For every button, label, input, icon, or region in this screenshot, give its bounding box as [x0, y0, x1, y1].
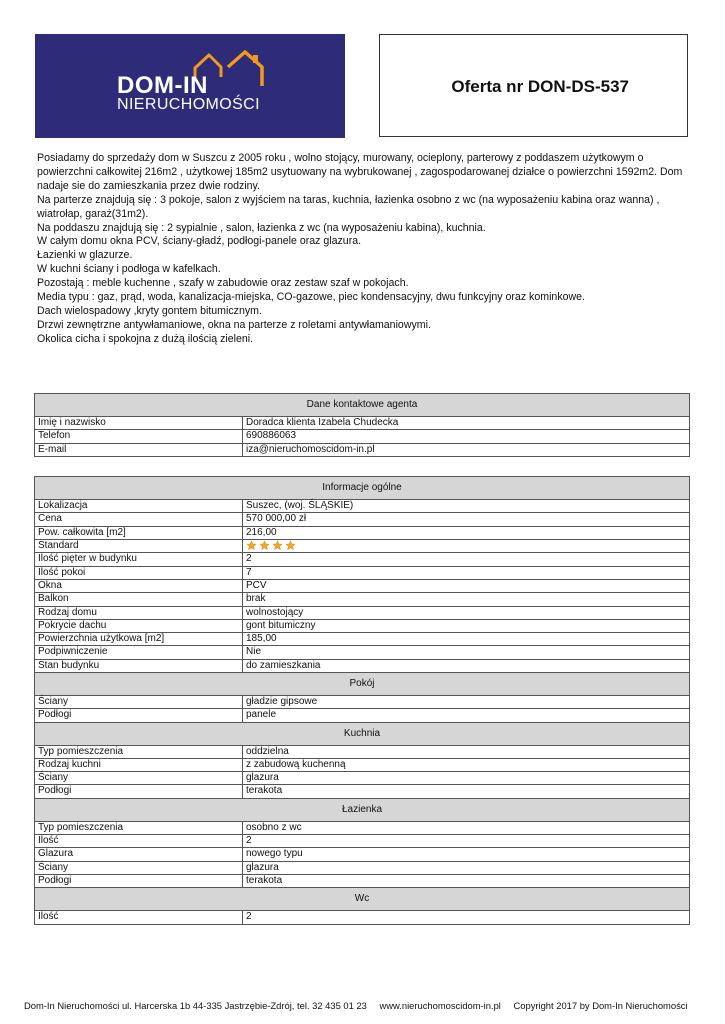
star-icon — [246, 540, 257, 551]
row-value: gładzie gipsowe — [243, 696, 690, 709]
table-row — [35, 848, 690, 861]
page-footer — [24, 1000, 714, 1011]
standard-rating — [243, 539, 690, 552]
section-header-kuchnia: Kuchnia — [35, 722, 690, 745]
star-icon — [272, 540, 283, 551]
row-label: Lokalizacja — [35, 500, 243, 513]
row-value: iza@nieruchomoscidom-in.pl — [243, 443, 690, 456]
row-value: terakota — [243, 874, 690, 887]
table-row — [35, 745, 690, 758]
table-row — [35, 633, 690, 646]
row-value: 7 — [243, 566, 690, 579]
row-label: Okna — [35, 579, 243, 592]
row-label: Standard — [35, 539, 243, 552]
row-label: Typ pomieszczenia — [35, 745, 243, 758]
row-value: oddzielna — [243, 745, 690, 758]
description-line: Na parterze znajdują się : 3 pokoje, salon z wyjściem na taras, kuchnia, łazienka osobno z wc (na wyposażeniu kabina oraz wanna) , wiatrołap, garaż(31m2). — [37, 193, 660, 220]
row-value: terakota — [243, 785, 690, 798]
table-row — [35, 696, 690, 709]
logo-brand-text: DOM-IN — [117, 72, 208, 99]
row-value: nowego typu — [243, 848, 690, 861]
contact-table-header: Dane kontaktowe agenta — [35, 394, 690, 417]
row-value: PCV — [243, 579, 690, 592]
footer-website-link[interactable]: www.nieruchomoscidom-in.pl — [379, 1000, 501, 1011]
row-label: Ściany — [35, 861, 243, 874]
description-line: W kuchni ściany i podłoga w kafelkach. — [37, 263, 221, 276]
table-row — [35, 619, 690, 632]
table-row — [35, 593, 690, 606]
info-table-header: Informacje ogólne — [35, 477, 690, 500]
table-row — [35, 566, 690, 579]
table-row — [35, 861, 690, 874]
row-value: glazura — [243, 772, 690, 785]
company-logo — [35, 34, 345, 138]
table-row — [35, 553, 690, 566]
row-value: osobno z wc — [243, 821, 690, 834]
table-row — [35, 785, 690, 798]
description-line: Drzwi zewnętrzne antywłamaniowe, okna na parterze z roletami antywłamaniowymi. — [37, 318, 431, 331]
offer-title: Oferta nr DON-DS-537 — [451, 77, 629, 96]
description-line: Okolica cicha i spokojna z dużą ilością zieleni. — [37, 332, 254, 345]
offer-number-box — [379, 34, 688, 137]
row-label: E-mail — [35, 443, 243, 456]
table-row — [35, 758, 690, 771]
row-value: brak — [243, 593, 690, 606]
row-value: 216,00 — [243, 526, 690, 539]
table-row — [35, 646, 690, 659]
row-value: gont bitumiczny — [243, 619, 690, 632]
agent-contact-table — [34, 393, 690, 457]
row-label: Podłogi — [35, 785, 243, 798]
description-line: Dach wielospadowy ,kryty gontem bitumicznym. — [37, 304, 262, 317]
table-row — [35, 835, 690, 848]
row-value: panele — [243, 709, 690, 722]
table-row — [35, 430, 690, 443]
row-label: Ściany — [35, 696, 243, 709]
row-label: Balkon — [35, 593, 243, 606]
row-label: Powierzchnia użytkowa [m2] — [35, 633, 243, 646]
footer-copyright: Copyright 2017 by Dom-In Nieruchomości — [513, 1000, 688, 1011]
star-icon — [259, 540, 270, 551]
description-line: W całym domu okna PCV, ściany-gładź, podłogi-panele oraz glazura. — [37, 235, 362, 248]
row-label: Stan budynku — [35, 659, 243, 672]
table-row — [35, 911, 690, 924]
section-header-wc: Wc — [35, 888, 690, 911]
logo-subtitle-text: NIERUCHOMOŚCI — [117, 96, 260, 113]
table-row — [35, 579, 690, 592]
row-value: glazura — [243, 861, 690, 874]
row-value: 2 — [243, 553, 690, 566]
row-value: do zamieszkania — [243, 659, 690, 672]
row-label: Ilość pięter w budynku — [35, 553, 243, 566]
table-row — [35, 821, 690, 834]
row-label: Rodzaj kuchni — [35, 758, 243, 771]
row-value: Doradca klienta Izabela Chudecka — [243, 417, 690, 430]
row-label: Ilość — [35, 835, 243, 848]
table-row — [35, 417, 690, 430]
row-value: Suszec, (woj. ŚLĄSKIE) — [243, 500, 690, 513]
row-label: Pokrycie dachu — [35, 619, 243, 632]
row-label: Cena — [35, 513, 243, 526]
row-label: Typ pomieszczenia — [35, 821, 243, 834]
row-label: Podłogi — [35, 709, 243, 722]
row-value: 2 — [243, 911, 690, 924]
row-value: 690886063 — [243, 430, 690, 443]
star-rating — [246, 540, 296, 551]
description-line: Łazienki w glazurze. — [37, 249, 133, 262]
row-value: Nie — [243, 646, 690, 659]
row-label: Podłogi — [35, 874, 243, 887]
row-value: 570 000,00 zł — [243, 513, 690, 526]
general-info-table — [34, 476, 690, 925]
table-row — [35, 500, 690, 513]
row-label: Ilość pokoi — [35, 566, 243, 579]
row-label: Pow. całkowita [m2] — [35, 526, 243, 539]
description-line: Posiadamy do sprzedaży dom w Suszcu z 2005 roku , wolno stojący, murowany, ocieplony, parterowy z poddaszem użytkowym o powierzchni całkowitej 216m2 , użytkowej 185m2 usytuowany na wybrukowanej , zagospodarowanej działce o powierzchni 1592m2. Dom nadaje sie do zamieszkania przez dwie rodziny. — [37, 152, 683, 192]
row-label: Rodzaj domu — [35, 606, 243, 619]
row-label: Ściany — [35, 772, 243, 785]
description-line: Na poddaszu znajdują się : 2 sypialnie , salon, łazienka z wc (na wyposażeniu kabina), kuchnia. — [37, 221, 486, 234]
row-label: Podpiwniczenie — [35, 646, 243, 659]
description-line: Media typu : gaz, prąd, woda, kanalizacja-miejska, CO-gazowe, piec kondensacyjny, dwu funkcyjny oraz kominkowe. — [37, 291, 585, 304]
row-value: z zabudową kuchenną — [243, 758, 690, 771]
section-header-pokoj: Pokój — [35, 673, 690, 696]
table-row — [35, 606, 690, 619]
row-value: wolnostojący — [243, 606, 690, 619]
table-row — [35, 513, 690, 526]
row-label: Telefon — [35, 430, 243, 443]
table-row — [35, 526, 690, 539]
row-value: 185,00 — [243, 633, 690, 646]
table-row — [35, 874, 690, 887]
row-label: Imię i nazwisko — [35, 417, 243, 430]
table-row — [35, 539, 690, 552]
star-icon — [285, 540, 296, 551]
table-row — [35, 709, 690, 722]
footer-address: Dom-In Nieruchomości ul. Harcerska 1b 44-335 Jastrzębie-Zdrój, tel. 32 435 01 23 — [24, 1000, 367, 1011]
row-label: Ilość — [35, 911, 243, 924]
property-description — [37, 152, 692, 347]
description-line: Pozostają : meble kuchenne , szafy w zabudowie oraz zestaw szaf w pokojach. — [37, 277, 409, 290]
row-value: 2 — [243, 835, 690, 848]
row-label: Glazura — [35, 848, 243, 861]
section-header-lazienka: Łazienka — [35, 798, 690, 821]
table-row — [35, 443, 690, 456]
table-row — [35, 772, 690, 785]
table-row — [35, 659, 690, 672]
